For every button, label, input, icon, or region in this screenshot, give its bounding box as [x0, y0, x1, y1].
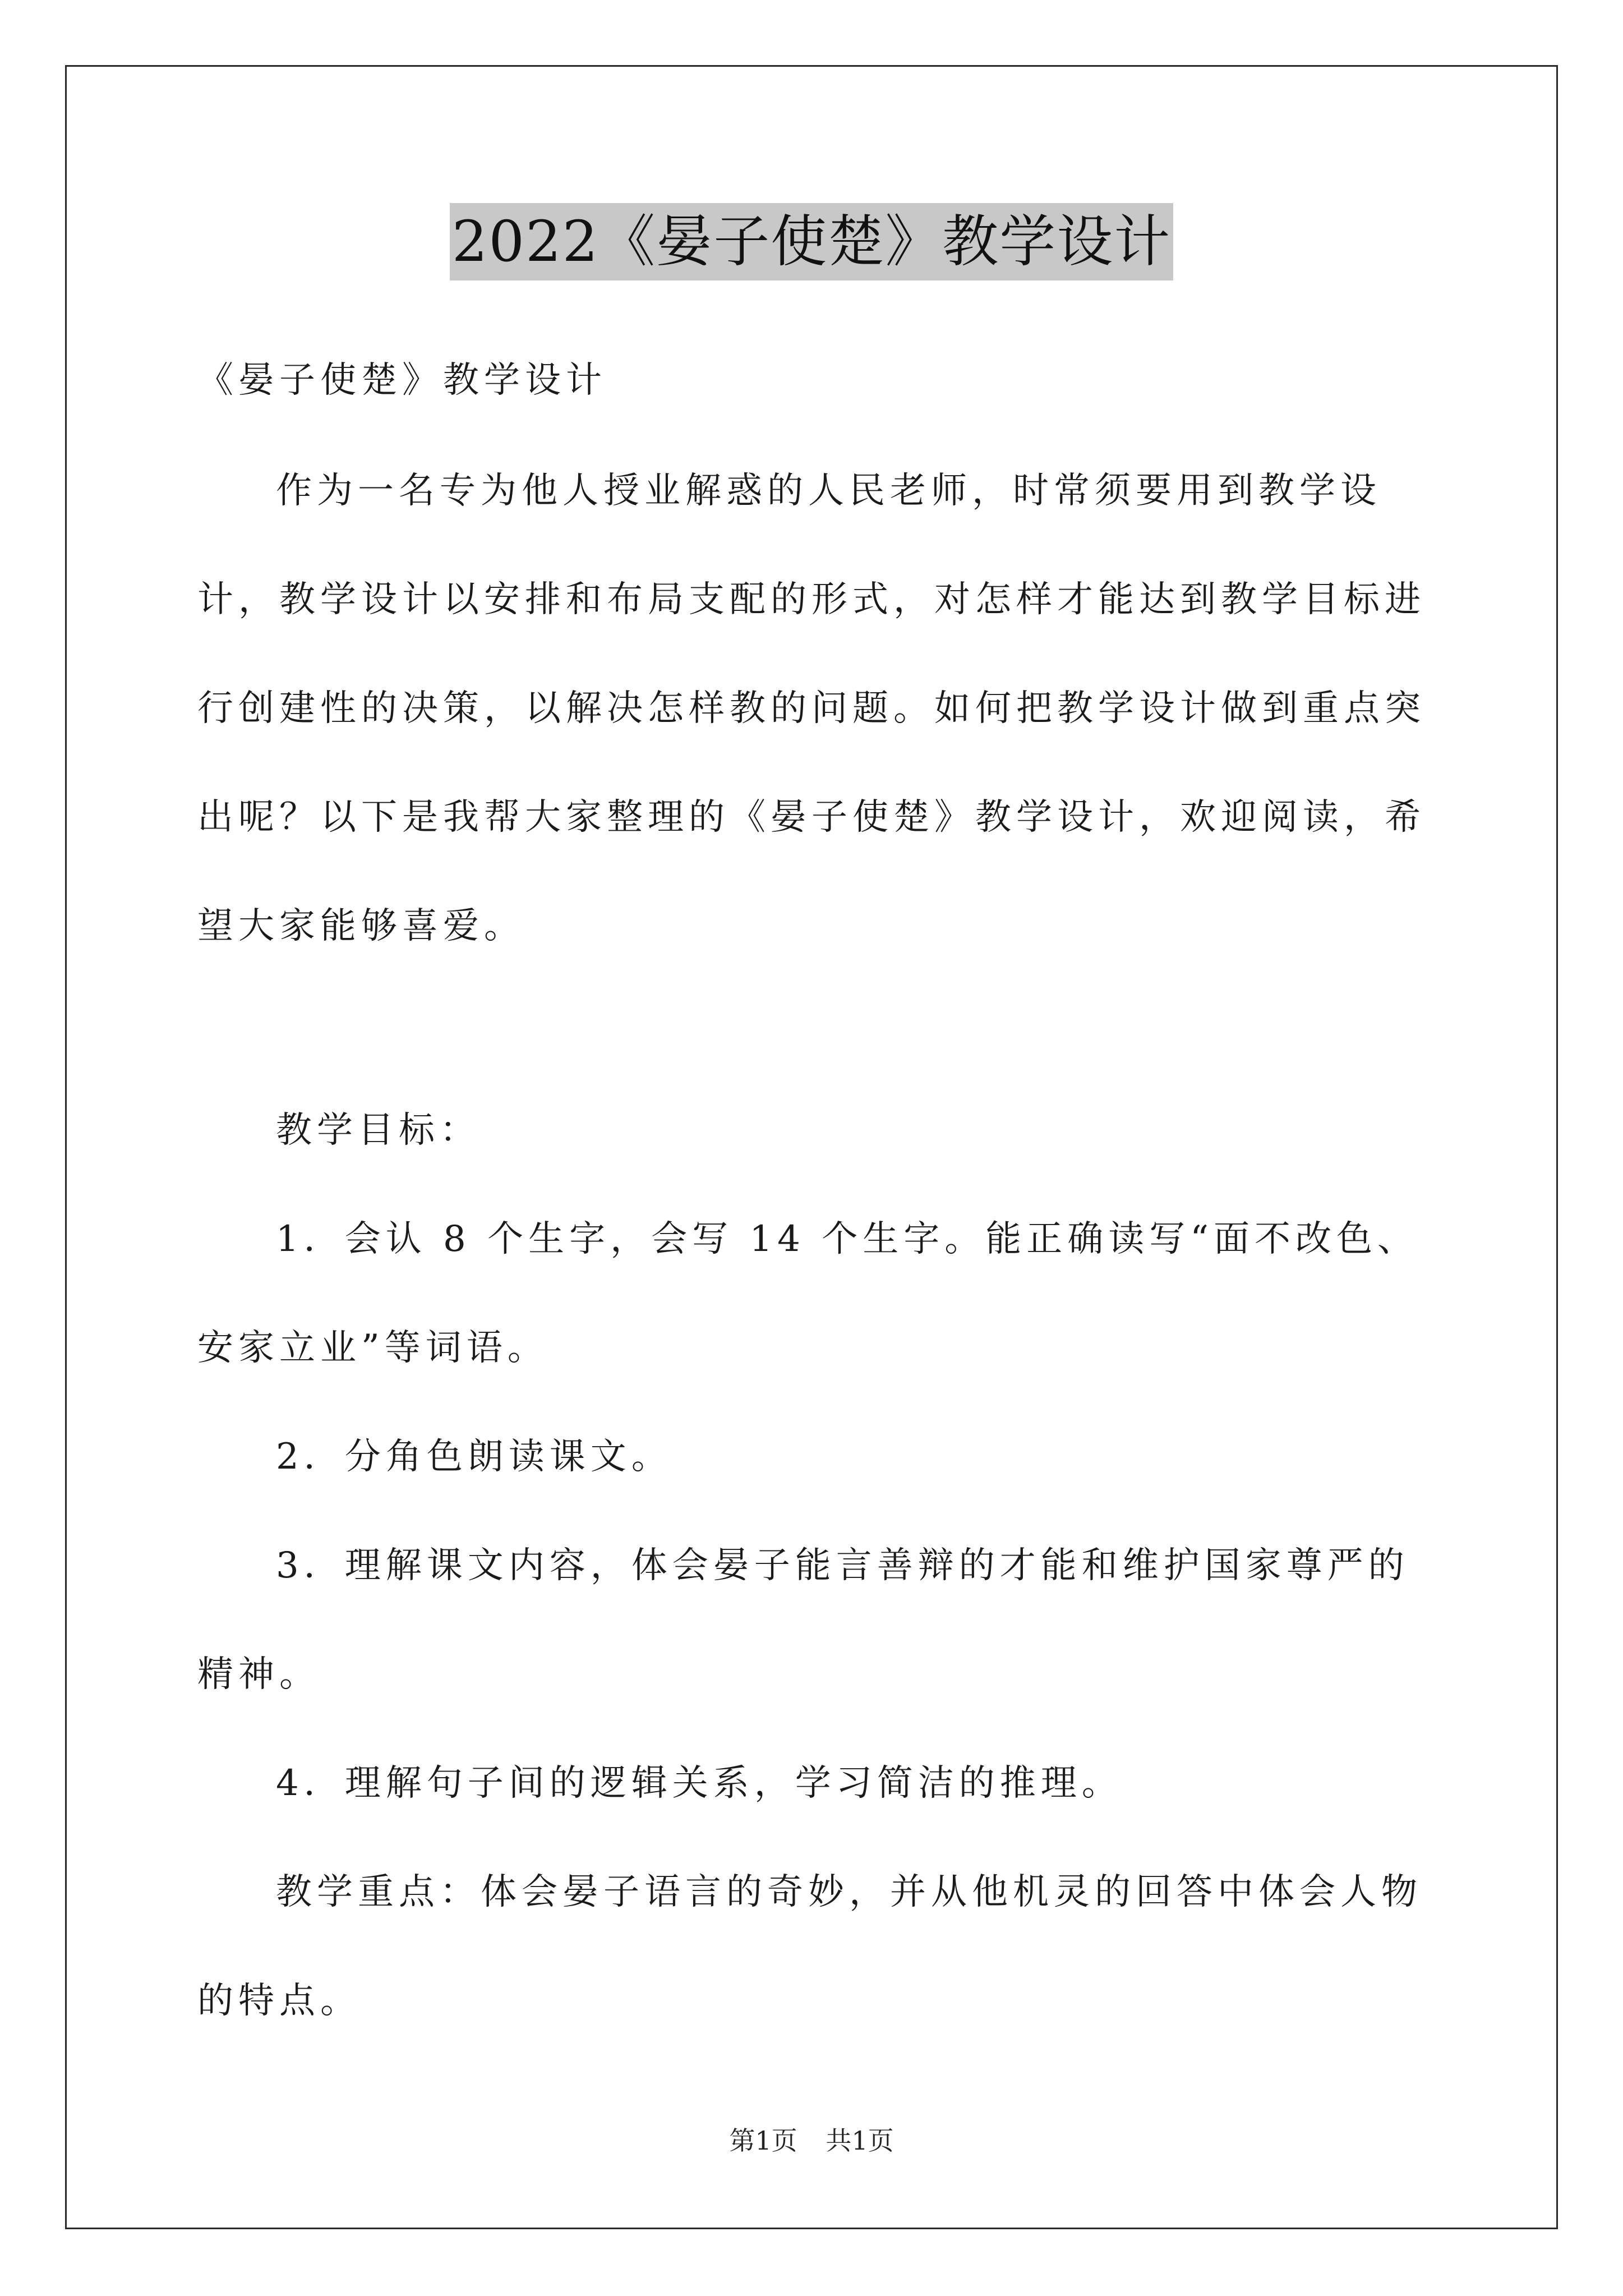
title-container [0, 203, 1623, 280]
document-subtitle: 《晏子使楚》教学设计 [197, 360, 607, 401]
objective-item-1: 1．会认 8 个生字，会写 14 个生字。能正确读写“面不改色、安家立业”等词语。 [197, 1218, 1418, 1369]
intro-paragraph: 作为一名专为他人授业解惑的人民老师，时常须要用到教学设计，教学设计以安排和布局支配的形式，对怎样才能达到教学目标进行创建性的决策，以解决怎样教的问题。如何把教学设计做到重点突出呢？以下是我帮大家整理的《晏子使楚》教学设计，欢迎阅读，希望大家能够喜爱。 [197, 470, 1426, 947]
objectives-heading: 教学目标： [276, 1110, 481, 1151]
objectives-section [197, 1076, 1431, 2055]
intro-section [197, 436, 1431, 981]
page-footer [0, 2120, 1623, 2157]
teaching-focus: 教学重点：体会晏子语言的奇妙，并从他机灵的回答中体会人物的特点。 [197, 1871, 1422, 2022]
page-number-current: 第1页 [729, 2125, 797, 2156]
document-title: 2022《晏子使楚》教学设计 [450, 203, 1174, 280]
objective-item-2: 2．分角色朗读课文。 [276, 1436, 672, 1478]
objective-item-3: 3．理解课文内容，体会晏子能言善辩的才能和维护国家尊严的精神。 [197, 1545, 1409, 1695]
page-number-total: 共1页 [826, 2125, 894, 2156]
objective-item-4: 4．理解句子间的逻辑关系，学习简洁的推理。 [276, 1763, 1123, 1804]
